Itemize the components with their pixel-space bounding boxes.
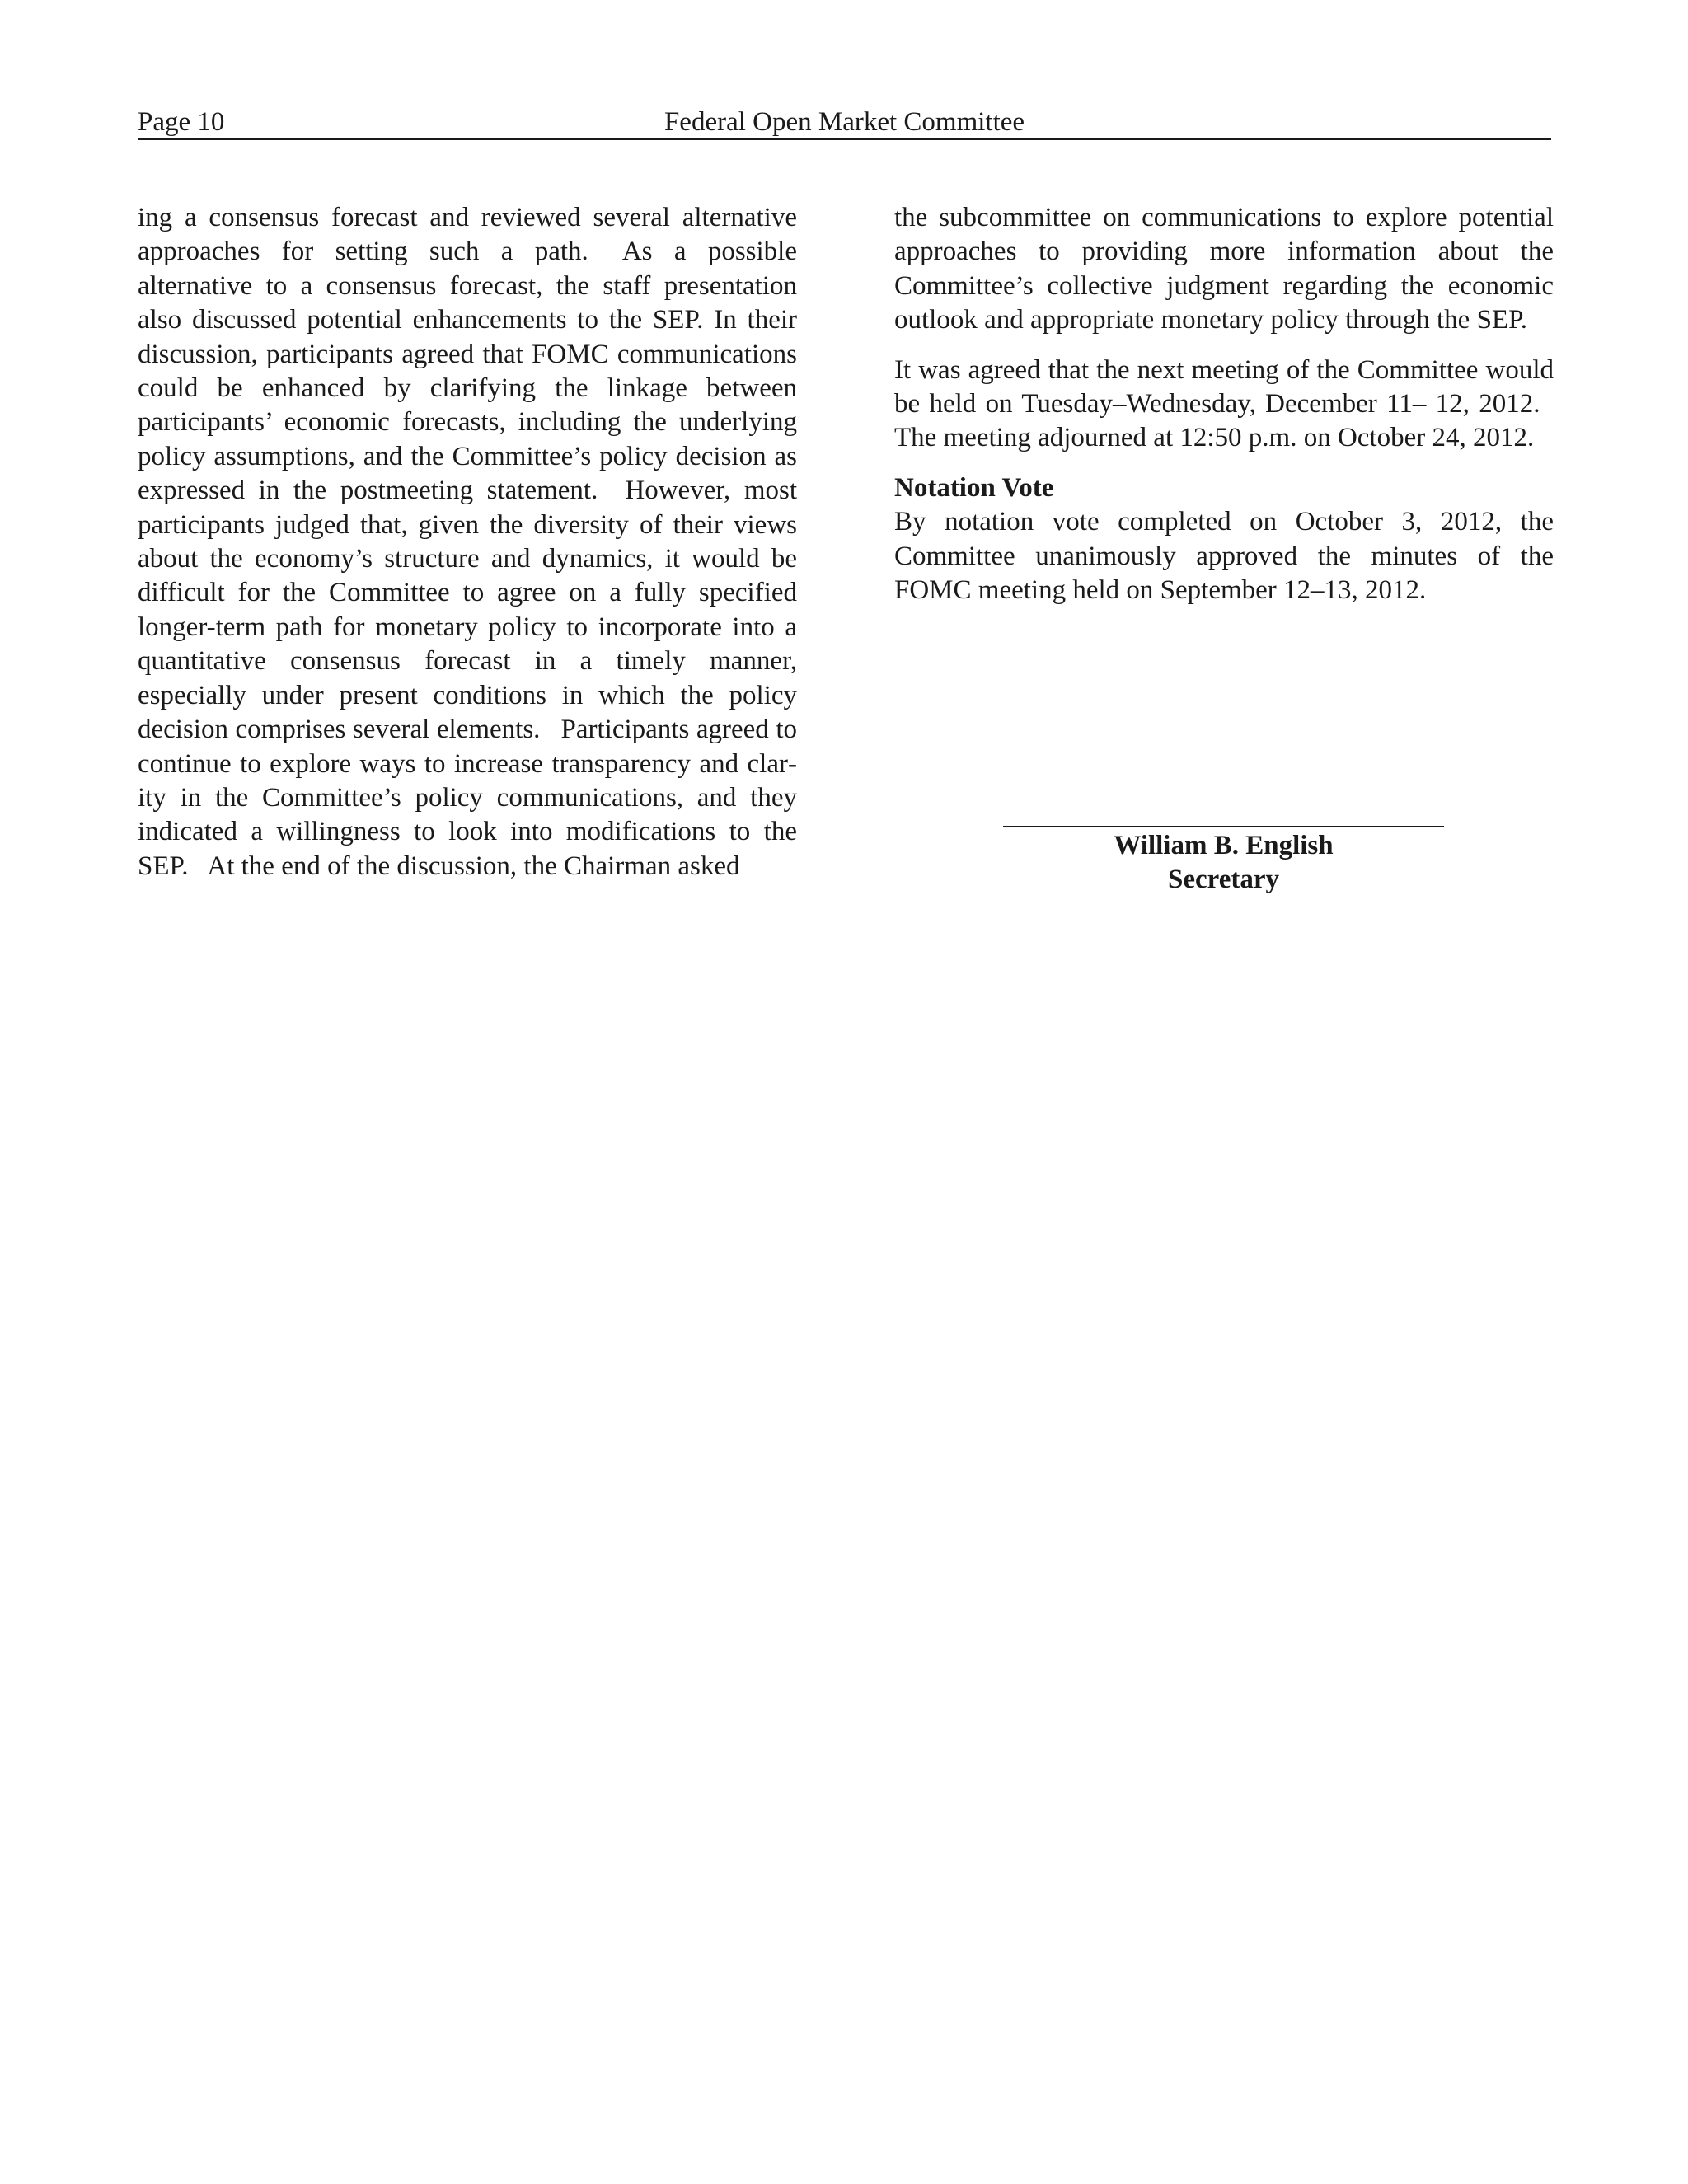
right-column: [894, 201, 1554, 607]
signatory-title: Secretary: [1168, 865, 1279, 894]
signature-block: [1003, 826, 1444, 897]
running-header: [138, 102, 1551, 140]
notation-vote-paragraph: By notation vote completed on October 3, 2012, the Committee unanimously approved the minutes of the FOMC meeting held on September 12–13, 2012.: [894, 507, 1554, 606]
body-paragraph: ing a consensus forecast and reviewed several alternative approaches for setting such a path. As a possible alternative to a consensus forecast, the staff presentation also discussed potential enhancements to the SEP. In their discussion, participants agreed that FOMC communications could be enhanced by clarifying the linkage between participants’ economic forecasts, including the underlying policy assumptions, and the Committee’s policy decision as expressed in the postmeeting statement. However, most participants judged that, given the diversity of their views about the economy’s structure and dynamics, it would be difficult for the Committee to agree on a fully specified longer-term path for monetary policy to incorporate into a quantitative consensus forecast in a timely manner, especially under present conditions in which the policy decision comprises several elements. Participants agreed to continue to explore ways to increase transparency and clarity in the Committee’s policy communications, and they indicated a willingness to look into modifications to the SEP. At the end of the discussion, the Chairman asked: [138, 203, 797, 881]
page-number: Page 10: [138, 107, 225, 137]
body-paragraph: the subcommittee on communications to explore potential approaches to providing more information about the Committee’s collective judgment regarding the economic outlook and appropriate monetary policy through the SEP.: [894, 203, 1554, 335]
section-heading: Notation Vote: [894, 472, 1054, 503]
signatory-name: William B. English: [1114, 831, 1334, 860]
left-column: [138, 201, 797, 883]
running-title: Federal Open Market Committee: [663, 107, 1025, 137]
body-paragraph: It was agreed that the next meeting of the Committee would be held on Tuesday–Wednesday, December 11– 12, 2012. The meeting adjourned at 12:50 p.m. on October 24, 2012.: [894, 354, 1554, 453]
